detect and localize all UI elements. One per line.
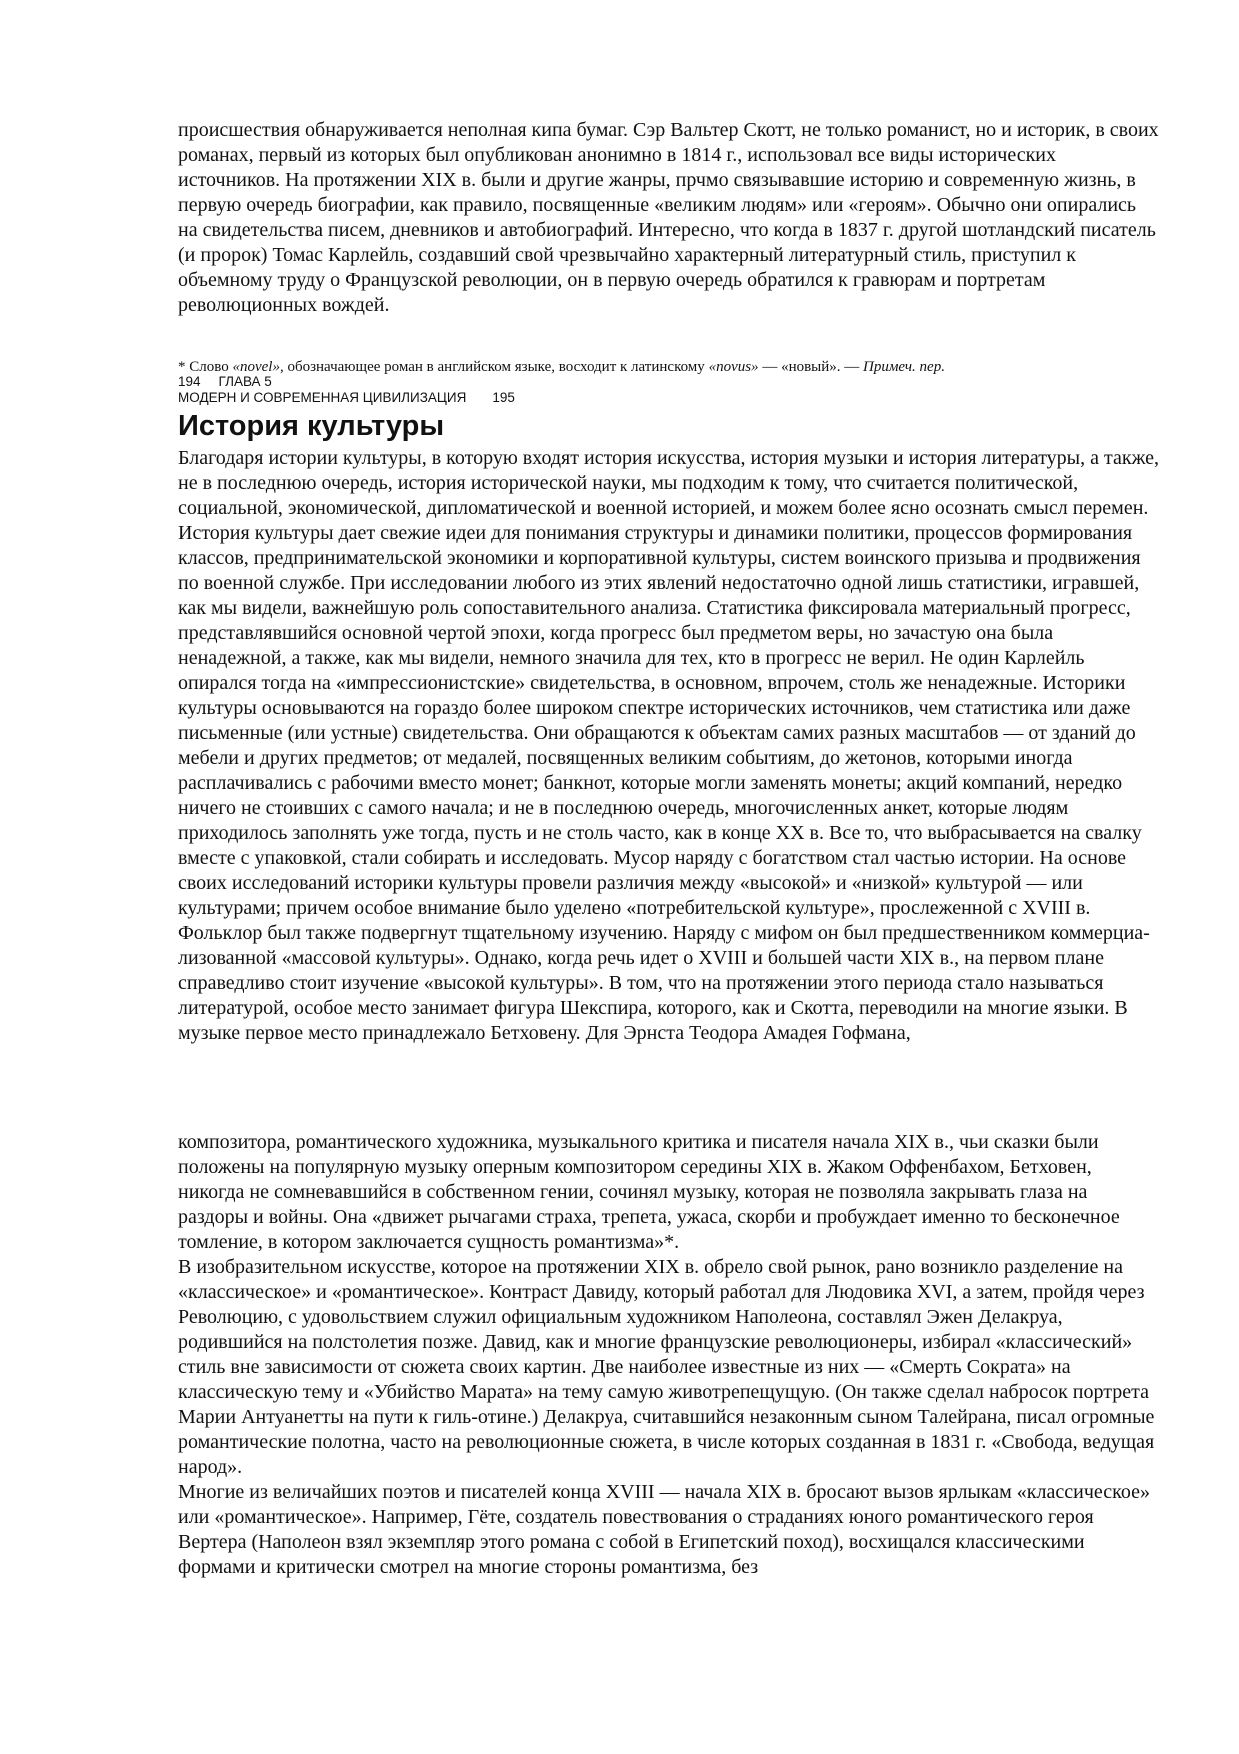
running-header-left [178,374,1160,389]
paragraph-text: Многие из величайших поэтов и писателей конца XVIII — начала XIX в. бросают вызов ярлыкам «классическое» или «романтическое». Например, Гёте, создатель повествования о страданиях юного романтического героя Вертера (Наполеон взял экземпляр этого романа с собой в Египетский поход), восхищался классическими формами и критически смотрел на многие стороны романтизма, без [178,1481,1150,1578]
footnote-text: — «новый». — [758,359,864,375]
paragraph-text: В изобразительном искусстве, которое на протяжении XIX в. обрело свой рынок, рано возникло разделение на «классическое» и «романтическое». Контраст Давиду, который работал для Людовика XVI, а затем, пройдя через Революцию, с удовольствием служил официальным художником Наполеона, составлял Эжен Делакруа, родившийся на полстолетия позже. Давид, как и многие французские революционеры, избирал «классический» стиль вне зависимости от сюжета своих картин. Две наиболее известные из них — «Смерть Сократа» на классическую тему и «Убийство Марата» на тему самую животрепещущую. (Он также сделал набросок портрета Марии Антуанетты на пути к гиль-отине.) Делакруа, считавшийся незаконным сыном Талейрана, писал огромные романтические полотна, часто на революционные сюжета, в числе которых созданная в 1831 г. «Свобода, ведущая народ». [178,1256,1155,1478]
footnote-marker: * Слово [178,359,233,375]
section-heading: История культуры [178,410,445,442]
footnote-latin-term: «novus» [708,359,759,375]
page-number: 194 [178,374,201,389]
book-title: МОДЕРН И СОВРЕМЕННАЯ ЦИВИЛИЗАЦИЯ [178,390,467,405]
footnote-term: «novel» [232,359,280,375]
running-header-right [178,390,1160,405]
chapter-title: ГЛАВА 5 [218,374,272,389]
body-paragraph-main [178,446,1160,1046]
paragraph-text: происшествия обнаруживается неполная кипа бумаг. Сэр Вальтер Скотт, не только романист, но и историк, в своих романах, первый из которых был опубликован анонимно в 1814 г., использовал все виды исторических источников. На протяжении XIX в. были и другие жанры, прчмо связывавшие историю и современную жизнь, в первую очередь биографии, как правило, посвященные «великим людям» или «героям». Обычно они опирались на свидетельства писем, дневников и автобиографий. Интересно, что когда в 1837 г. другой шотландский писатель (и пророк) Томас Карлейль, создавший свой чрезвычайно характерный литературный стиль, приступил к объемному труду о Французской революции, он в первую очередь обратился к гравюрам и портретам революционных вождей. [178,119,1159,316]
paragraph-text: Благодаря истории культуры, в которую входят история искусства, история музыки и история литературы, а также, не в последнюю очередь, история исторической науки, мы подходим к тому, что считается политической, социальной, экономической, дипломатической и военной историей, и можем более ясно осознать смысл перемен. История культуры дает свежие идеи для понимания структуры и динамики политики, процессов формирования классов, предпринимательской экономики и корпоративной культуры, систем воинского призыва и продвижения по военной службе. При исследовании любого из этих явлений недостаточно одной лишь статистики, игравшей, как мы видели, важнейшую роль сопоставительного анализа. Статистика фиксировала материальный прогресс, представлявшийся основной чертой эпохи, когда прогресс был предметом веры, но зачастую она была ненадежной, а также, как мы видели, немного значила для тех, кто в прогресс не верил. Не один Карлейль опирался тогда на «импрессионистские» свидетельства, в основном, впрочем, столь же ненадежные. Историки культуры основываются на гораздо более широком спектре исторических источников, чем статистика или даже письменные (или устные) свидетельства. Они обращаются к объектам самих разных масштабов — от зданий до мебели и других предметов; от медалей, посвященных великим событиям, до жетонов, которыми иногда расплачивались с рабочими вместо монет; банкнот, которые могли заменять монеты; акций компаний, нередко ничего не стоивших с самого начала; и не в последнюю очередь, многочисленных анкет, которые людям приходилось заполнять уже тогда, пусть и не столь часто, как в конце XX в. Все то, что выбрасывается на свалку вместе с упаковкой, стали собирать и исследовать. Мусор наряду с богатством стал частью истории. На основе своих исследований историки культуры провели различия между «высокой» и «низкой» культурой — или культурами; причем особое внимание было уделено «потребительской культуре», прослеженной с XVIII в. Фольклор был также подвергнут тщательному изучению. Наряду с мифом он был предшественником коммерциа-лизованной «массовой культуры». Однако, когда речь идет о XVIII и большей части XIX в., на первом плане справедливо стоит изучение «высокой культуры». В том, что на протяжении этого периода стало называться литературой, особое место занимает фигура Шекспира, которого, как и Скотта, переводили на многие языки. В музыке первое место принадлежало Бетховену. Для Эрнста Теодора Амадея Гофмана, [178,447,1160,1044]
footnote-text: , обозначающее роман в английском языке, восходит к латинскому [279,359,709,375]
footnote-note: Примеч. пер. [863,359,945,375]
body-paragraph-top [178,118,1160,318]
body-text-continued [178,1130,1160,1580]
paragraph-text: композитора, романтического художника, музыкального критика и писателя начала XIX в., чьи сказки были положены на популярную музыку оперным композитором середины XIX в. Жаком Оффенбахом, Бетховен, никогда не сомневавшийся в собственном гении, сочинял музыку, которая не позволяла закрывать глаза на раздоры и войны. Она «движет рычагами страха, трепета, ужаса, скорби и пробуждает именно то бесконечное томление, в котором заключается сущность романтизма»*. [178,1131,1120,1253]
page-number: 195 [492,390,515,405]
